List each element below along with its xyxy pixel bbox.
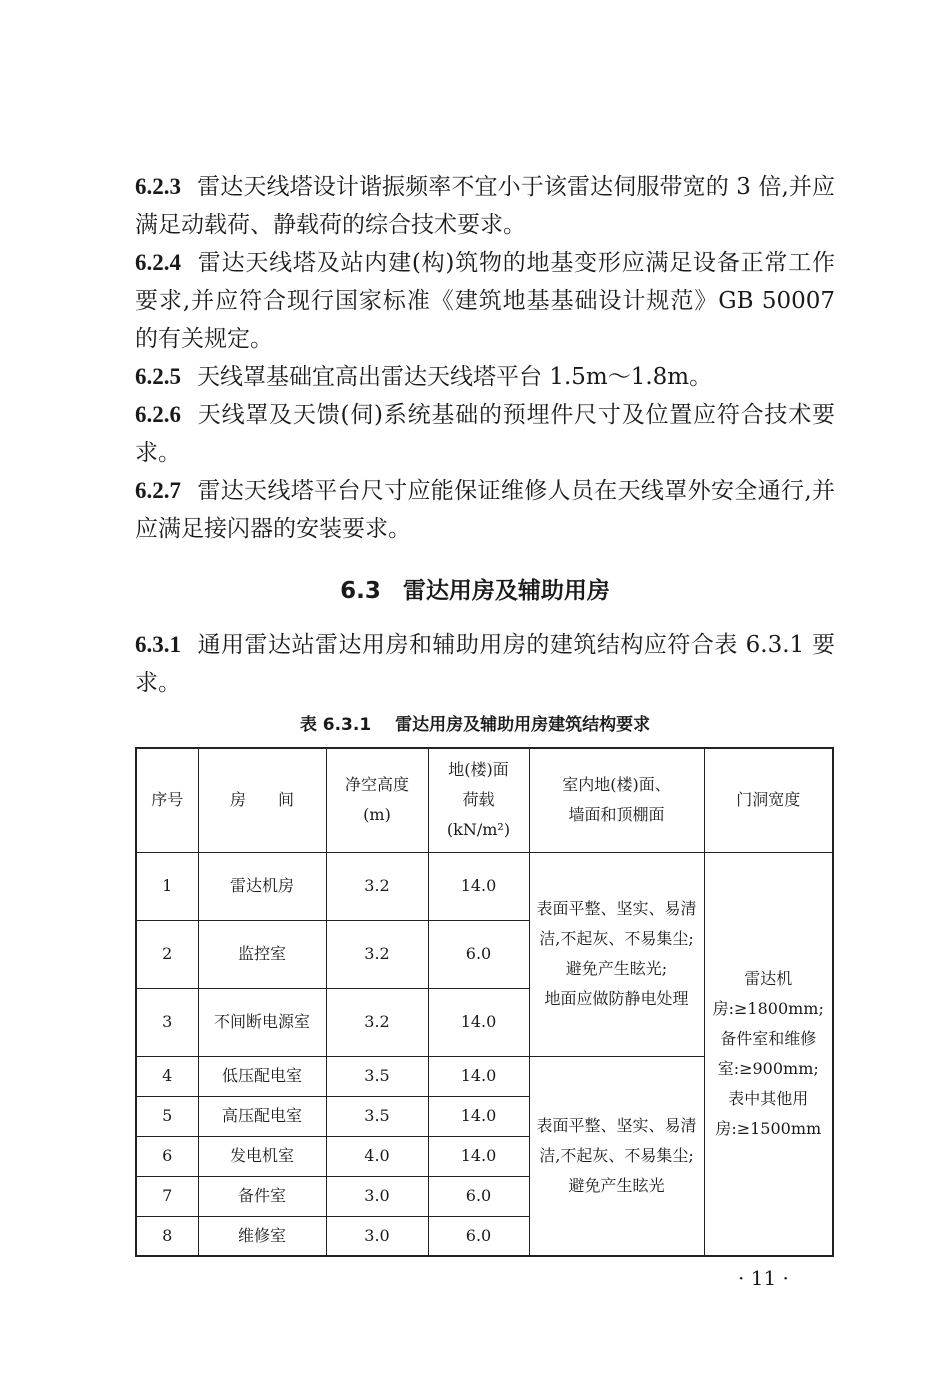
cell-height: 3.0 (326, 1216, 428, 1256)
clause-number: 6.2.4 (135, 250, 181, 275)
section-title-text: 雷达用房及辅助用房 (402, 578, 610, 604)
header-surface (529, 748, 704, 852)
cell-room: 低压配电室 (198, 1056, 326, 1096)
cell-height: 3.2 (326, 852, 428, 920)
page-number: · 11 · (738, 1266, 789, 1290)
cell-load: 14.0 (428, 988, 529, 1056)
surface-text-line: 表面平整、坚实、易清洁,不起灰、不易集尘; (536, 1115, 697, 1165)
cell-room: 监控室 (198, 920, 326, 988)
cell-surface-group-2 (529, 1056, 704, 1256)
cell-room: 不间断电源室 (198, 988, 326, 1056)
cell-seq: 8 (136, 1216, 198, 1256)
surface-text-line: 避免产生眩光; (565, 959, 668, 978)
cell-room: 发电机室 (198, 1136, 326, 1176)
clause-number: 6.2.5 (135, 364, 181, 389)
section-number: 6.3 (340, 578, 381, 604)
clause-text: 雷达天线塔设计谐振频率不宜小于该雷达伺服带宽的 3 倍,并应满足动载荷、静载荷的综合技术要求。 (135, 174, 835, 238)
cell-seq: 4 (136, 1056, 198, 1096)
cell-room: 备件室 (198, 1176, 326, 1216)
header-surface-line: 室内地(楼)面、 (562, 775, 671, 795)
cell-load: 14.0 (428, 1096, 529, 1136)
clause-6-2-7 (135, 472, 835, 548)
cell-height: 3.5 (326, 1096, 428, 1136)
table-number: 表 6.3.1 (299, 715, 372, 735)
clause-text: 通用雷达站雷达用房和辅助用房的建筑结构应符合表 6.3.1 要求。 (135, 632, 835, 696)
header-height-line: 净空高度 (344, 775, 409, 795)
cell-seq: 6 (136, 1136, 198, 1176)
cell-load: 14.0 (428, 1136, 529, 1176)
door-text-line: 雷达机房:≥1800mm; (712, 968, 824, 1018)
cell-load: 14.0 (428, 852, 529, 920)
clause-number: 6.3.1 (135, 632, 181, 657)
cell-height: 3.0 (326, 1176, 428, 1216)
header-load-line: 荷载 (462, 790, 495, 810)
table-row (136, 852, 833, 920)
requirements-table (135, 747, 834, 1257)
cell-load: 6.0 (428, 920, 529, 988)
cell-seq: 5 (136, 1096, 198, 1136)
clause-text: 雷达天线塔及站内建(构)筑物的地基变形应满足设备正常工作要求,并应符合现行国家标准《建筑地基基础设计规范》GB 50007 的有关规定。 (135, 250, 835, 352)
cell-load: 6.0 (428, 1216, 529, 1256)
cell-seq: 7 (136, 1176, 198, 1216)
cell-height: 3.2 (326, 988, 428, 1056)
clause-number: 6.2.3 (135, 174, 181, 199)
cell-room: 维修室 (198, 1216, 326, 1256)
clause-6-2-3 (135, 168, 835, 244)
clause-text: 雷达天线塔平台尺寸应能保证维修人员在天线罩外安全通行,并应满足接闪器的安装要求。 (135, 478, 835, 542)
cell-surface-group-1 (529, 852, 704, 1056)
surface-text-line: 表面平整、坚实、易清洁,不起灰、不易集尘; (536, 899, 697, 948)
cell-load: 6.0 (428, 1176, 529, 1216)
cell-seq: 3 (136, 988, 198, 1056)
header-height-unit: (m) (363, 805, 391, 825)
surface-text-line: 地面应做防静电处理 (544, 989, 689, 1008)
section-heading (0, 572, 950, 605)
header-load-unit: (kN/m²) (446, 820, 511, 840)
clause-number: 6.2.7 (135, 478, 181, 503)
header-door: 门洞宽度 (704, 748, 833, 852)
clause-6-2-4 (135, 244, 835, 358)
header-load-line: 地(楼)面 (448, 760, 509, 780)
cell-door-width (704, 852, 833, 1256)
cell-height: 3.2 (326, 920, 428, 988)
table-header-row (136, 748, 833, 852)
cell-seq: 2 (136, 920, 198, 988)
header-surface-line: 墙面和顶棚面 (568, 805, 665, 825)
table-caption (0, 710, 950, 735)
clause-number: 6.2.6 (135, 402, 181, 427)
header-load (428, 748, 529, 852)
header-seq: 序号 (136, 748, 198, 852)
clause-6-2-5 (135, 358, 835, 396)
cell-room: 雷达机房 (198, 852, 326, 920)
cell-room: 高压配电室 (198, 1096, 326, 1136)
clause-text: 天线罩及天馈(伺)系统基础的预埋件尺寸及位置应符合技术要求。 (135, 402, 835, 466)
door-text-line: 表中其他用房:≥1500mm (715, 1088, 822, 1138)
clause-text: 天线罩基础宜高出雷达天线塔平台 1.5m～1.8m。 (197, 364, 713, 390)
surface-text-line: 避免产生眩光 (568, 1175, 665, 1195)
clause-6-2-6 (135, 396, 835, 472)
cell-height: 4.0 (326, 1136, 428, 1176)
clause-6-3-1 (135, 626, 835, 702)
cell-height: 3.5 (326, 1056, 428, 1096)
header-room: 房 间 (198, 748, 326, 852)
table-title: 雷达用房及辅助用房建筑结构要求 (395, 715, 651, 735)
cell-seq: 1 (136, 852, 198, 920)
cell-load: 14.0 (428, 1056, 529, 1096)
door-text-line: 备件室和维修室:≥900mm; (717, 1028, 819, 1078)
header-height (326, 748, 428, 852)
